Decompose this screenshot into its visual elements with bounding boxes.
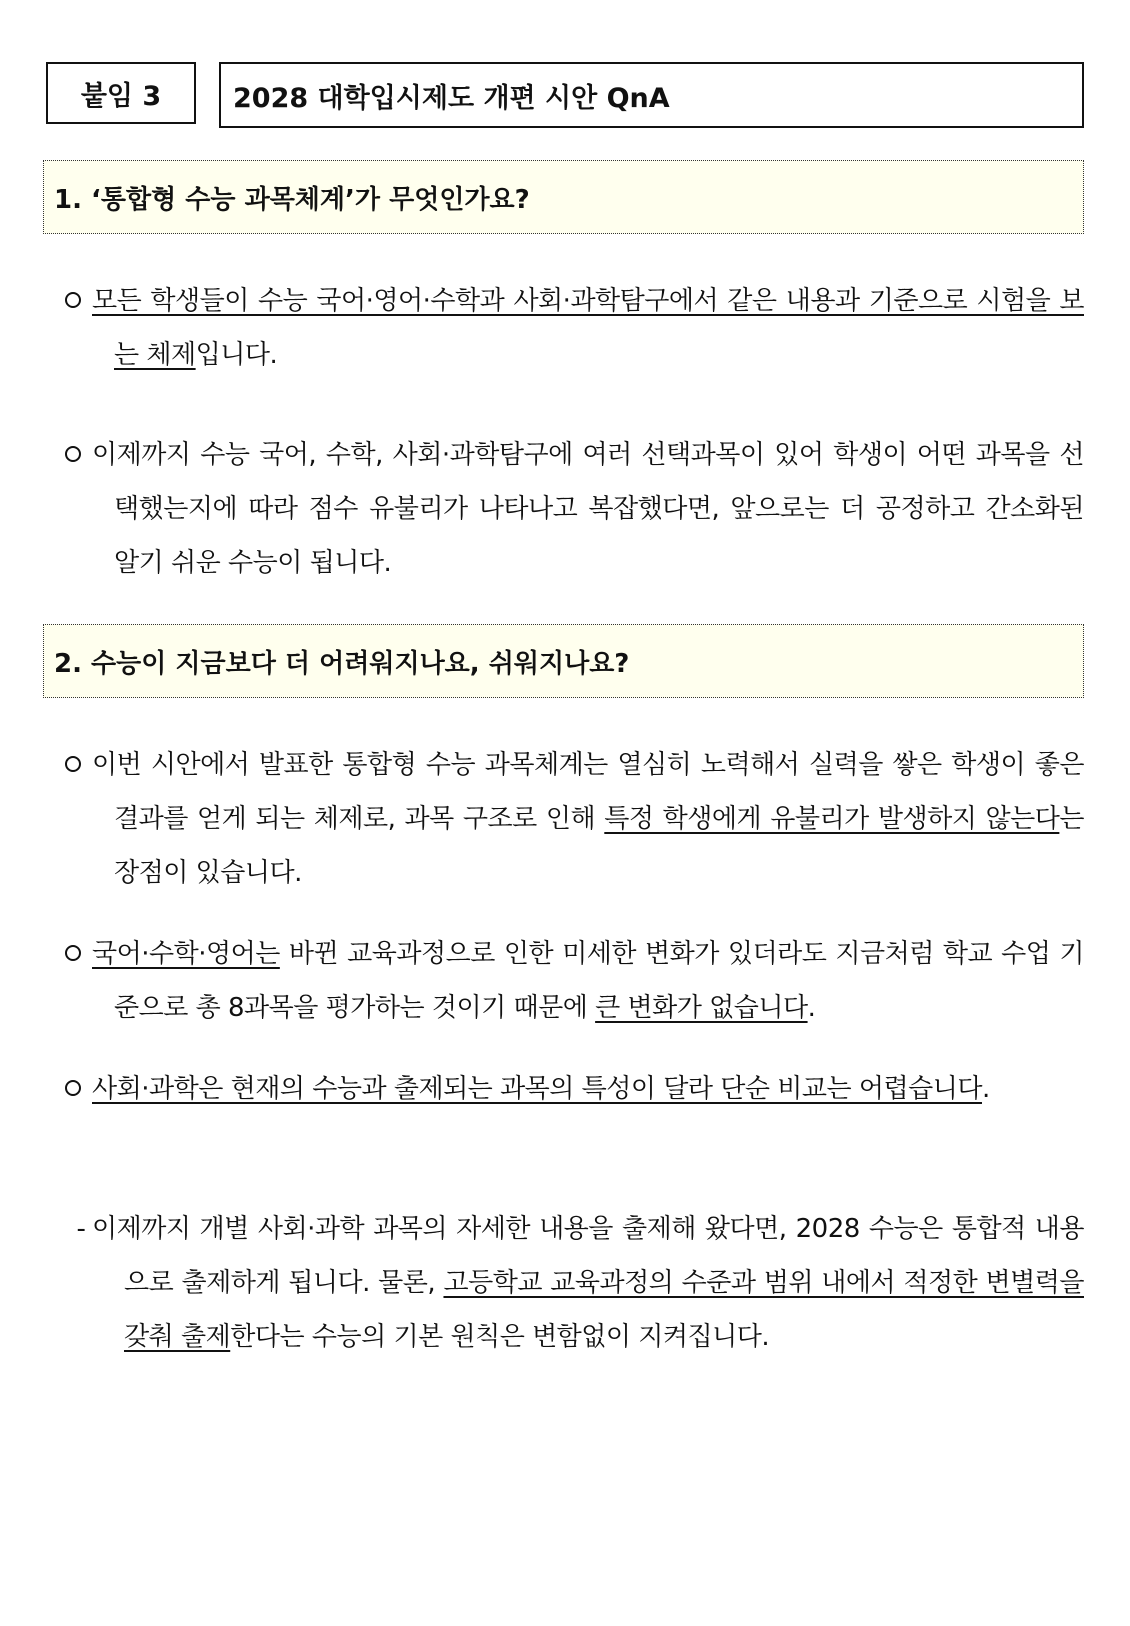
attachment-tag	[46, 62, 196, 124]
q2-sub-note	[60, 1202, 1084, 1364]
circle-bullet-icon	[60, 927, 86, 981]
q2-answer-1-text	[92, 738, 1084, 900]
q2-answer-2-middle: 바뀐 교육과정으로 인한 미세한 변화가 있더라도 지금처럼 학교 수업 기준으로 총 8과목을 평가하는 것이기 때문에	[114, 939, 1084, 1023]
q2-sub-note-lead: 이제까지 개별 사회·과학 과목의 자세한 내용을 출제해 왔다면, 2028 수능은 통합적 내용으로 출제하게 됩니다. 물론,	[92, 1214, 1084, 1298]
q2-answer-2-text	[92, 927, 1084, 1035]
q2-answer-2	[60, 927, 1084, 1035]
q2-answer-1-tail: 는 장점이 있습니다.	[114, 804, 1084, 888]
q2-sub-note-text	[92, 1202, 1084, 1364]
circle-bullet-icon	[60, 428, 86, 482]
document-title-box	[219, 62, 1084, 128]
q2-sub-note-underlined: 고등학교 교육과정의 수준과 범위 내에서 적정한 변별력을 갖춰 출제	[124, 1268, 1084, 1352]
q2-answer-2-underlined-2: 큰 변화가 없습니다	[595, 993, 808, 1023]
q2-answer-3-tail: .	[981, 1074, 990, 1104]
question-1-text: 1. ‘통합형 수능 과목체계’가 무엇인가요?	[54, 184, 530, 215]
dash-bullet: -	[76, 1214, 86, 1244]
question-2-text: 2. 수능이 지금보다 더 어려워지나요, 쉬워지나요?	[54, 648, 630, 679]
circle-bullet-icon	[60, 738, 86, 792]
q2-sub-note-tail: 한다는 수능의 기본 원칙은 변함없이 지켜집니다.	[230, 1322, 770, 1352]
document-title: 2028 대학입시제도 개편 시안 QnA	[233, 82, 670, 114]
q1-answer-1-text	[92, 274, 1084, 382]
question-2-box	[43, 624, 1084, 698]
q1-answer-1-tail: 입니다.	[195, 340, 278, 370]
circle-bullet-icon	[60, 274, 86, 328]
q2-answer-1-lead: 이번 시안에서 발표한 통합형 수능 과목체계는 열심히 노력해서 실력을 쌓은 학생이 좋은 결과를 얻게 되는 체제로, 과목 구조로 인해	[92, 750, 1084, 834]
q2-answer-2-underlined-1: 국어·수학·영어는	[92, 939, 280, 969]
attachment-tag-label: 붙임 3	[80, 80, 162, 112]
q2-answer-3-text	[92, 1062, 1084, 1116]
q2-answer-1-underlined: 특정 학생에게 유불리가 발생하지 않는다	[604, 804, 1060, 834]
q1-answer-2	[60, 428, 1084, 590]
q1-answer-1	[60, 274, 1084, 382]
q2-answer-3-underlined: 사회·과학은 현재의 수능과 출제되는 과목의 특성이 달라 단순 비교는 어렵습니다	[92, 1074, 982, 1104]
q2-answer-1	[60, 738, 1084, 900]
q1-answer-1-underlined: 모든 학생들이 수능 국어·영어·수학과 사회·과학탐구에서 같은 내용과 기준으로 시험을 보는 체제	[92, 286, 1084, 370]
q2-answer-3	[60, 1062, 1084, 1116]
q2-answer-2-tail: .	[807, 993, 816, 1023]
circle-bullet-icon	[60, 1062, 86, 1116]
question-1-box	[43, 160, 1084, 234]
q1-answer-2-text: 이제까지 수능 국어, 수학, 사회·과학탐구에 여러 선택과목이 있어 학생이 어떤 과목을 선택했는지에 따라 점수 유불리가 나타나고 복잡했다면, 앞으로는 더 공정하고 간소화된 알기 쉬운 수능이 됩니다.	[92, 440, 1084, 578]
